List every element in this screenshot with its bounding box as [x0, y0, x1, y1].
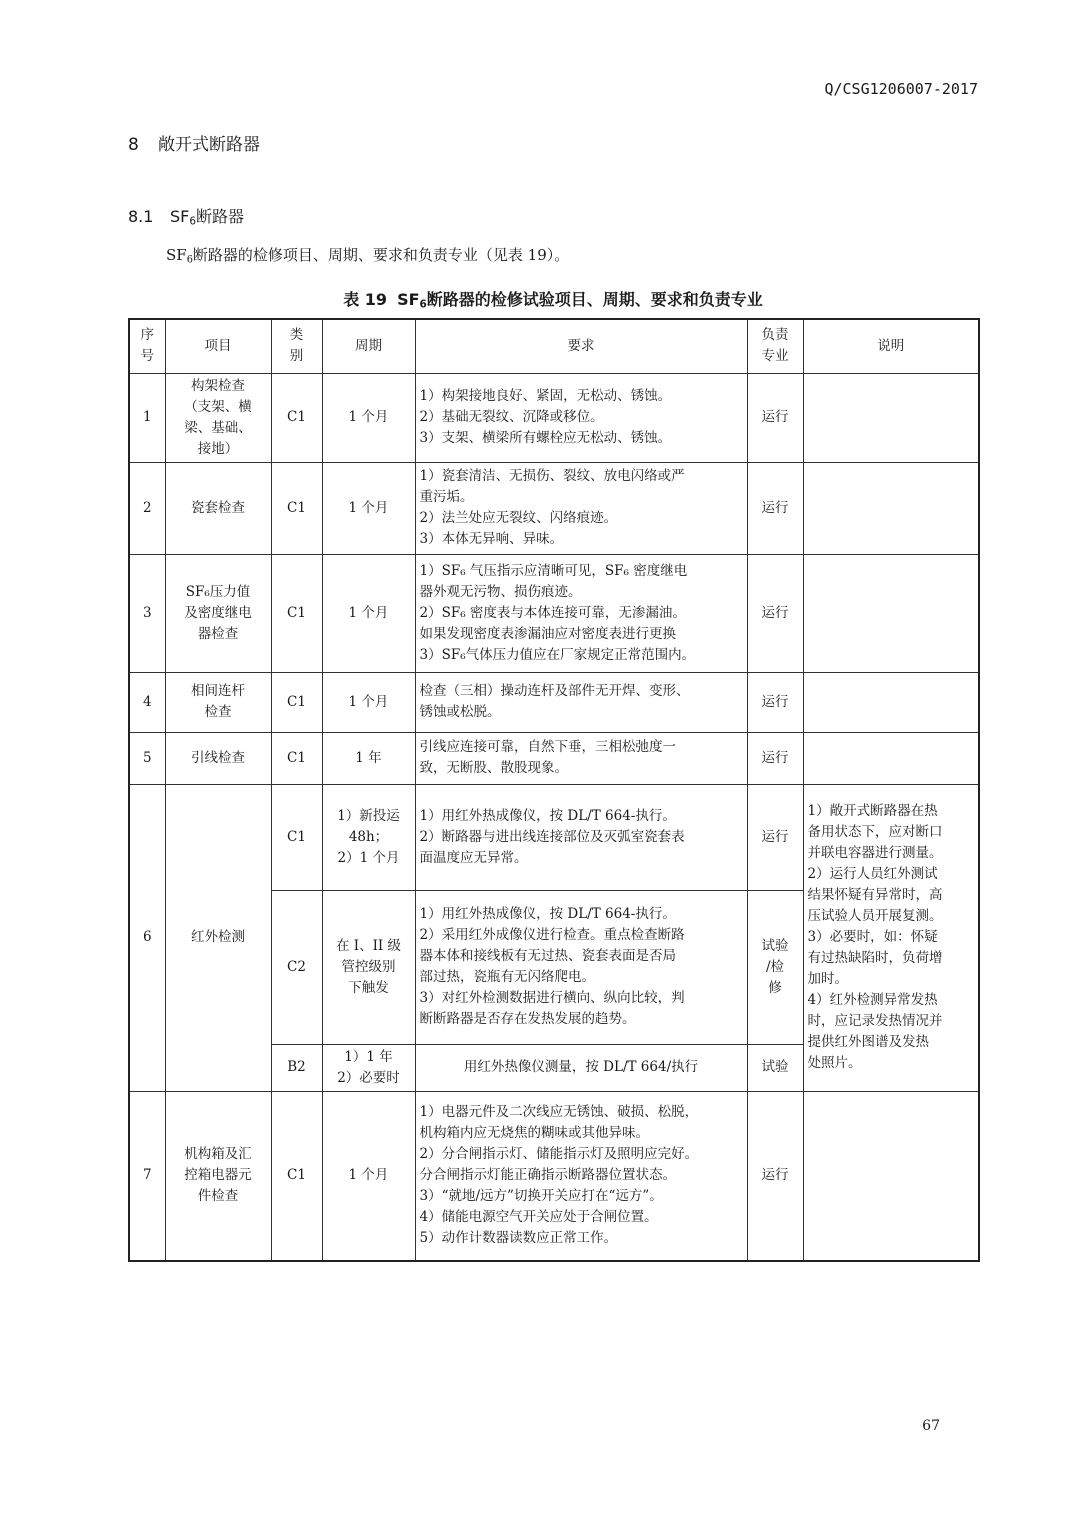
row-item-line: 及密度继电 [184, 604, 252, 621]
row-responsible-line: 运行 [761, 749, 789, 766]
header-period: 周期 [322, 319, 415, 373]
row-requirement-line: 锈蚀或松脱。 [419, 704, 501, 720]
header-note: 说明 [803, 319, 979, 373]
row-note-line: 1）敞开式断路器在热 [807, 803, 938, 819]
row-period [322, 462, 415, 554]
row-requirement-line: 4）储能电源空气开关应处于合闸位置。 [419, 1209, 658, 1226]
row-item-line: 引线检查 [191, 749, 245, 766]
row-requirement-line: 2）SF₆ 密度表与本体连接可靠，无渗漏油。 [419, 604, 686, 621]
subsection-number: 8.1 [128, 207, 154, 226]
header-category-line: 别 [289, 348, 304, 365]
row-requirement-line: 1）瓷套清洁、无损伤、裂纹、放电闪络或严 [419, 468, 685, 484]
row-note-line: 备用状态下，应对断口 [807, 824, 943, 840]
row-requirement-line: 重污垢。 [419, 489, 474, 505]
row-requirement-line: 3）对红外检测数据进行横向、纵向比较，判 [419, 990, 685, 1006]
row-requirement-line: 5）动作计数器读数应正常工作。 [419, 1230, 618, 1247]
row-note-line: 有过热缺陷时，负荷增 [807, 950, 943, 966]
row-requirement-line: 1）用红外热成像仪，按 DL/T 664-执行。 [419, 807, 676, 824]
table-caption [128, 287, 978, 310]
row-period-line: 48h； [348, 828, 389, 845]
row-responsible-line: 运行 [761, 409, 789, 425]
row-period [322, 890, 415, 1044]
row-responsible-line: 运行 [761, 604, 789, 621]
row-responsible [747, 462, 803, 554]
caption-subscript: 6 [419, 298, 427, 311]
table-row [129, 732, 979, 784]
row-period-line: 1 个月 [348, 604, 389, 621]
row-note-line: 结果怀疑有异常时，高 [807, 887, 943, 903]
intro-prefix: SF [166, 246, 187, 264]
header-responsible [747, 319, 803, 373]
row-period [322, 784, 415, 890]
row-requirement-line: 用红外热像仪测量，按 DL/T 664/执行 [463, 1059, 699, 1075]
row-responsible-line: 运行 [761, 499, 789, 516]
row-note-line: 压试验人员开展复测。 [807, 908, 943, 924]
row-note-line: 时，应记录发热情况并 [807, 1013, 943, 1029]
intro-text: 断路器的检修项目、周期、要求和负责专业（见表 19）。 [192, 246, 570, 264]
row-period-line: 1）1 年 [344, 1048, 393, 1065]
row-note [803, 672, 979, 732]
row-requirement-line: 检查（三相）操动连杆及部件无开焊、变形、 [419, 683, 690, 699]
row-period [322, 373, 415, 462]
table-row [129, 462, 979, 554]
row-responsible [747, 373, 803, 462]
table-row [129, 554, 979, 672]
maintenance-table [128, 318, 980, 1262]
row-note [803, 784, 979, 1091]
row-item-line: 红外检测 [191, 929, 245, 945]
row-requirement-line: 部过热，瓷瓶有无闪络爬电。 [419, 969, 595, 985]
row-seq: 2 [129, 462, 165, 554]
header-category-line: 类 [289, 327, 304, 344]
intro-subscript: 6 [186, 254, 193, 266]
row-requirement-line: 如果发现密度表渗漏油应对密度表进行更换 [419, 625, 676, 642]
subsection-title-subscript: 6 [189, 215, 196, 228]
row-item-line: SF₆压力值 [185, 583, 251, 600]
row-requirement-line: 面温度应无异常。 [419, 849, 528, 866]
row-requirement-line: 机构箱内应无烧焦的糊味或其他异味。 [419, 1125, 649, 1142]
row-note [803, 732, 979, 784]
row-note-line: 加时。 [807, 971, 848, 987]
row-responsible [747, 890, 803, 1044]
row-requirement-line: 2）采用红外成像仪进行检查。重点检查断路 [419, 927, 685, 943]
row-note-line: 并联电容器进行测量。 [807, 845, 943, 861]
subsection-heading [128, 204, 244, 227]
row-seq: 5 [129, 732, 165, 784]
row-category: C1 [271, 672, 322, 732]
row-item [165, 462, 271, 554]
row-category: C1 [271, 554, 322, 672]
row-responsible-line: 运行 [761, 1167, 789, 1184]
row-seq: 1 [129, 373, 165, 462]
row-requirement-line: 3）SF₆气体压力值应在厂家规定正常范围内。 [419, 646, 696, 663]
header-seq [129, 319, 165, 373]
table-header-row [129, 319, 979, 373]
row-requirement-line: 1）构架接地良好、紧固，无松动、锈蚀。 [419, 388, 672, 404]
row-requirement-line: 1）电器元件及二次线应无锈蚀、破损、松脱， [419, 1104, 699, 1121]
subsection-title-prefix: SF [170, 207, 190, 226]
row-item-line: 构架检查 [191, 377, 245, 394]
row-category: C1 [271, 784, 322, 890]
row-item [165, 784, 271, 1091]
row-requirement-line: 2）断路器与进出线连接部位及灭弧室瓷套表 [419, 828, 685, 845]
row-requirement [415, 1091, 747, 1261]
row-requirement [415, 373, 747, 462]
row-note-line: 处照片。 [807, 1055, 862, 1071]
intro-paragraph [166, 244, 569, 265]
row-item [165, 732, 271, 784]
table-row [129, 784, 979, 890]
header-item: 项目 [165, 319, 271, 373]
table-row [129, 672, 979, 732]
header-responsible-line: 负责 [761, 327, 789, 344]
row-requirement [415, 890, 747, 1044]
caption-prefix: SF [397, 290, 420, 309]
row-note [803, 373, 979, 462]
page-number: 67 [922, 1418, 940, 1434]
row-requirement-line: 2）分合闸指示灯、储能指示灯及照明应完好。 [419, 1146, 699, 1163]
row-item [165, 672, 271, 732]
row-item-line: 机构箱及汇 [184, 1146, 252, 1163]
row-responsible [747, 672, 803, 732]
row-category: C1 [271, 1091, 322, 1261]
caption-label: 表 19 [343, 290, 388, 309]
row-requirement [415, 732, 747, 784]
section-heading [128, 130, 260, 155]
row-requirement-line: 致，无断股、散股现象。 [419, 760, 568, 776]
row-category: C1 [271, 732, 322, 784]
row-period-line: 在 I、II 级 [335, 937, 402, 954]
caption-title: 断路器的检修试验项目、周期、要求和负责专业 [426, 290, 763, 309]
row-note-line: 4）红外检测异常发热 [807, 992, 938, 1008]
row-category: C1 [271, 373, 322, 462]
row-item-line: 控箱电器元 [184, 1167, 252, 1184]
row-seq: 6 [129, 784, 165, 1091]
row-period-line: 1 个月 [348, 499, 389, 516]
table-row [129, 373, 979, 462]
row-note [803, 462, 979, 554]
row-requirement-line: 3）“就地/远方”切换开关应打在“远方”。 [419, 1188, 663, 1205]
row-period [322, 672, 415, 732]
row-item-line: 接地） [197, 440, 239, 457]
row-requirement-line: 断断路器是否存在发热发展的趋势。 [419, 1011, 636, 1027]
row-period-line: 1 个月 [348, 1167, 389, 1184]
row-item-line: 相间连杆 [191, 683, 245, 699]
subsection-title-suffix: 断路器 [195, 207, 244, 226]
row-item [165, 554, 271, 672]
header-category [271, 319, 322, 373]
row-period [322, 732, 415, 784]
row-period-line: 管控级别 [341, 958, 396, 975]
row-note [803, 554, 979, 672]
row-requirement-line: 引线应连接可靠，自然下垂，三相松弛度一 [419, 739, 676, 755]
table-body [129, 319, 979, 1261]
row-note [803, 1091, 979, 1261]
row-note-line: 提供红外图谱及发热 [807, 1034, 929, 1050]
section-number: 8 [128, 135, 139, 155]
header-seq-line: 序 [140, 327, 154, 344]
row-period-line: 1）新投运 [337, 807, 400, 824]
row-requirement [415, 672, 747, 732]
row-note-line: 2）运行人员红外测试 [807, 866, 938, 882]
row-requirement-line: 2）基础无裂纹、沉降或移位。 [419, 409, 604, 425]
header-responsible-line: 专业 [761, 348, 789, 365]
row-responsible-line: 运行 [761, 828, 789, 845]
row-item-line: 梁、基础、 [184, 419, 252, 436]
row-seq: 3 [129, 554, 165, 672]
document-code: Q/CSG1206007-2017 [824, 80, 978, 98]
row-item-line: 瓷套检查 [191, 499, 245, 516]
row-category: C1 [271, 462, 322, 554]
row-category: C2 [271, 890, 322, 1044]
row-responsible [747, 784, 803, 890]
row-period-line: 1 年 [355, 749, 382, 766]
row-requirement-line: 3）本体无异响、异味。 [419, 531, 564, 547]
row-responsible-line: 试验 [761, 937, 789, 954]
row-requirement-line: 分合闸指示灯能正确指示断路器位置状态。 [419, 1167, 676, 1184]
row-category: B2 [271, 1044, 322, 1091]
row-responsible-line: 修 [768, 979, 782, 996]
row-requirement [415, 784, 747, 890]
row-item-line: 器检查 [197, 625, 239, 642]
row-requirement [415, 554, 747, 672]
row-period [322, 1044, 415, 1091]
row-requirement-line: 1）用红外热成像仪，按 DL/T 664-执行。 [419, 906, 676, 922]
section-title: 敞开式断路器 [158, 135, 260, 155]
row-period-line: 1 个月 [348, 409, 389, 425]
row-seq: 7 [129, 1091, 165, 1261]
row-item [165, 373, 271, 462]
row-requirement-line: 器外观无污物、损伤痕迹。 [419, 583, 582, 600]
row-requirement-line: 3）支架、横梁所有螺栓应无松动、锈蚀。 [419, 430, 672, 446]
row-responsible [747, 732, 803, 784]
row-item-line: 检查 [204, 704, 232, 720]
row-responsible-line: 运行 [761, 693, 789, 710]
row-period [322, 554, 415, 672]
row-responsible-line: /检 [765, 958, 785, 975]
row-requirement-line: 2）法兰处应无裂纹、闪络痕迹。 [419, 510, 618, 526]
row-period-line: 2）必要时 [337, 1069, 400, 1086]
row-item-line: 件检查 [197, 1188, 239, 1205]
row-requirement-line: 1）SF₆ 气压指示应清晰可见，SF₆ 密度继电 [419, 562, 688, 579]
row-note-line: 3）必要时，如：怀疑 [807, 929, 938, 945]
row-requirement-line: 器本体和接线板有无过热、瓷套表面是否局 [419, 948, 676, 964]
row-responsible [747, 554, 803, 672]
row-item [165, 1091, 271, 1261]
row-responsible [747, 1044, 803, 1091]
table-row [129, 1091, 979, 1261]
row-responsible [747, 1091, 803, 1261]
header-seq-line: 号 [140, 348, 154, 365]
row-requirement [415, 1044, 747, 1091]
row-period [322, 1091, 415, 1261]
row-period-line: 1 个月 [348, 693, 389, 710]
row-responsible-line: 试验 [761, 1059, 789, 1075]
row-requirement [415, 462, 747, 554]
row-period-line: 下触发 [348, 979, 389, 996]
row-seq: 4 [129, 672, 165, 732]
header-requirement: 要求 [415, 319, 747, 373]
row-period-line: 2）1 个月 [337, 849, 400, 866]
row-item-line: （支架、横 [184, 398, 252, 415]
